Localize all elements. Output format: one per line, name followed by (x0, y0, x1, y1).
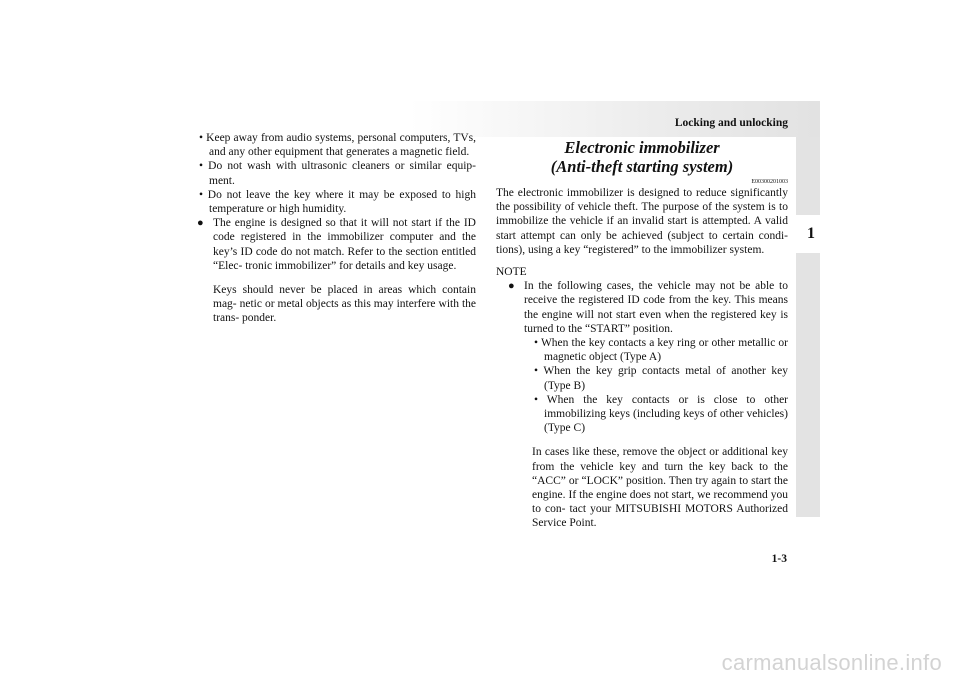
circle-item-text: In the following cases, the vehicle may not be able to receive the registered ID code from the key. This means the engine will not start even when the registered key is turned to the “START” position. (524, 280, 788, 335)
bullet-item: • Do not leave the key where it may be exposed to high temperature or high humidity. (199, 188, 476, 216)
bullet-item: • When the key grip contacts metal of another key (Type B) (534, 365, 788, 392)
note-block (496, 279, 788, 530)
circle-list-item (508, 279, 788, 336)
section-title-line: Electronic immobilizer (564, 138, 720, 157)
page-number: 1-3 (771, 553, 787, 565)
chapter-tab-number: 1 (796, 215, 826, 253)
bullet-item: • When the key contacts a key ring or other metallic or magnetic object (Type A) (534, 337, 788, 364)
note-label: NOTE (496, 266, 527, 279)
chapter-tab-strip (796, 137, 820, 517)
page-header-title: Locking and unlocking (674, 117, 788, 129)
bullet-item: • When the key contacts or is close to other immobilizing keys (including keys of other vehicles) (Type C) (534, 393, 788, 435)
bullet-circle-icon: ● (508, 280, 515, 293)
right-column (496, 138, 788, 531)
circle-list-item (197, 216, 476, 273)
circle-item-text: The engine is designed so that it will not start if the ID code registered in the immobilizer computer and the key’s ID code do not match. Refer to the section entitled “Elec- tronic immobilizer” for details and key usage. (213, 217, 476, 272)
bullet-circle-icon: ● (197, 217, 204, 230)
note-paragraph: In cases like these, remove the object or additional key from the vehicle key and turn the key back to the “ACC” or “LOCK” position. Then try again to start the engine. If the engine does not start, we recommend you to con- tact your MITSUBISHI MOTORS Authorized Service Point. (532, 446, 788, 530)
intro-paragraph: The electronic immobilizer is designed to reduce significantly the possibility of vehicle theft. The purpose of the system is to immobilize the vehicle if an invalid start is attempted. A valid start attempt can only be achieved (subject to certain condi- tions), using a key “registered” to the immobilizer system. (496, 187, 788, 256)
bullet-item: • Keep away from audio systems, personal computers, TVs, and any other equipment that generates a magnetic field. (199, 132, 476, 159)
section-title-line: (Anti-theft starting system) (550, 157, 734, 176)
watermark: carmanualsonline.info (721, 650, 942, 675)
section-code: E00300201003 (751, 179, 788, 185)
paragraph: Keys should never be placed in areas which contain mag- netic or metal objects as this may interfere with the trans- ponder. (213, 284, 476, 325)
left-column (197, 131, 476, 326)
section-title (496, 138, 788, 176)
bullet-item: • Do not wash with ultrasonic cleaners or similar equip- ment. (199, 160, 476, 187)
